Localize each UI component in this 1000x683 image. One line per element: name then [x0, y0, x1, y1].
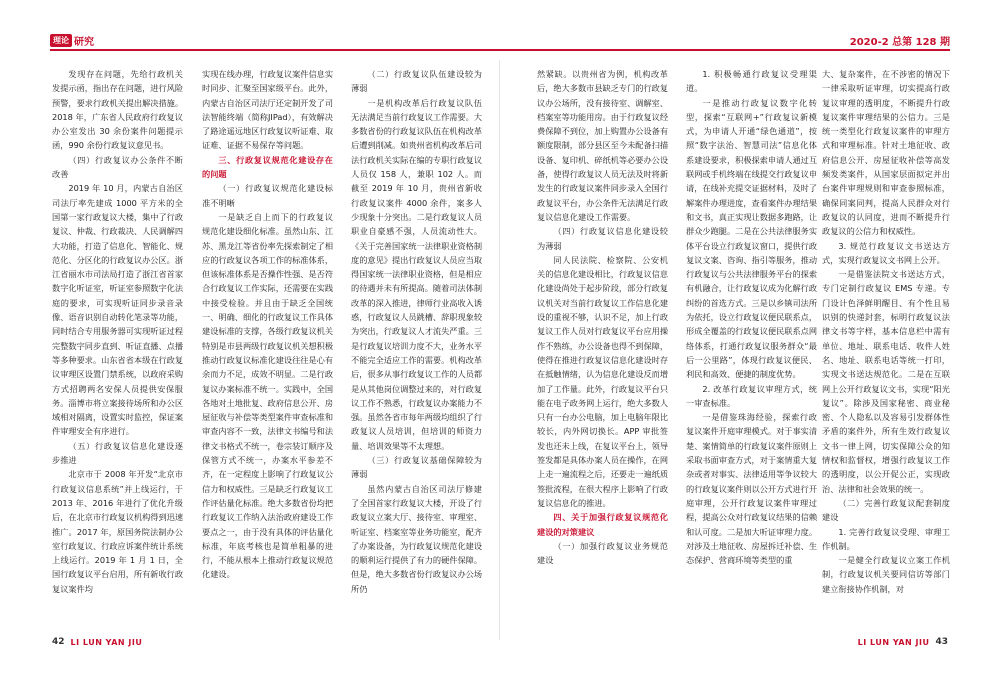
- paragraph: 一是借鉴法院文书送达方式，专门定制行政复议 EMS 专递。专门设计色泽鲜明醒目、有个性且易识别的快递封套，标明行政复议法律文书等字样，基本信息栏中需有单位、地址、联系电话、收件人姓名、地址、联系电话等统一打印，实现文书送达规范化。二是在互联网上公开行政复议文书，实现“阳光复议”。除涉及国家秘密、商业秘密、个人隐私以及容易引发群体性矛盾的案件外，所有生效行政复议文书一律上网，切实保障公众的知情权和监督权，增强行政复议工作的透明度，以公开促公正，实现政治、法律和社会效果的统一。: [822, 269, 950, 494]
- text-column-3: [351, 67, 482, 627]
- paragraph: 一是缺乏自上而下的行政复议规范化建设细化标准。虽然山东、江苏、黑龙江等省份率先探索制定了相应的行政复议各项工作的标准体系，但该标准体系是否操作性强、是否符合行政复议工作实际，还需要在实践中接受检验。并且由于缺乏全国统一、明确、细化的行政复议工作具体建设标准的支撑，各级行政复议机关特别是市县两级行政复议机关想积极推动行政复议标准化建设往往是心有余而力不足，成效不明显。二是行政复议办案标准不统一。实践中，全国各地对土地批复、政府信息公开、房屋征收与补偿等类型案件审查标准和审查内容不一致，法律文书编号和法律文书格式不统一，卷宗装订顺序及保管方式不统一，办案水平参差不齐，在一定程度上影响了行政复议公信力和权威性。三是缺乏行政复议工作评估量化标准。绝大多数省份均把行政复议工作纳入法治政府建设工作要点之一，由于没有具体的评估量化标准，年底考核也是简单粗暴的进行，不能从根本上推动行政复议规范化建设。: [202, 211, 333, 580]
- paragraph: 一是借鉴珠海经验，探索行政复议案件开庭审理模式。对于事实清楚、案情简单的行政复议案件原则上采取书面审查方式，对于案情重大复杂或者对事实、法律适用等争议较大的行政复议案件则以公开方式进行开庭审理，公开行政复议案件审理过程，提高公众对行政复议结果的信赖和认可度。二是加大听证审理力度。对涉及土地征收、房屋拆迁补偿、生态保护、营商环境等类型的重: [686, 412, 817, 566]
- left-footer: [52, 637, 142, 647]
- paragraph: 发现存在问题，先给行政机关发提示函，指出存在问题，进行风险预警，要求行政机关提出解决措施。2018 年，广东省人民政府行政复议办公室发出 30 余份案件问题提示函，990 余份行政复议意见书。: [52, 69, 183, 151]
- subheading: 1. 完善行政复议受理、审理工作机制。: [822, 526, 950, 551]
- right-page-number: 43: [935, 637, 948, 647]
- paragraph: 一是推动行政复议数字化转型，探索“互联网+”行政复议新模式，为申请人开通“绿色通道”，按照“数字法治、智慧司法”信息化体系建设要求，积极探索申请人通过互联网或手机终端在线提交行政复议申请，在线补充提交证据材料，及时了解案件办理进度，查看案件办理结果和文书，真正实现让数据多跑路，让群众少跑腿。二是在公共法律服务实体平台设立行政复议窗口，提供行政复议文案、咨询、指引等服务，推动行政复议与公共法律服务平台的探索有机融合，让行政复议成为化解行政纠纷的首选方式。三是以乡镇司法所为依托，设立行政复议便民联系点，形成全覆盖的行政复议便民联系点网络体系，打通行政复议服务群众“最后一公里路”，体现行政复议便民、利民和高效、便捷的制度优势。: [686, 97, 817, 380]
- section-name: 研究: [74, 37, 94, 48]
- subheading: （二）完善行政复议配套制度建设: [822, 497, 950, 523]
- right-footer: [858, 637, 948, 647]
- paragraph: 一是机构改革后行政复议队伍无法满足当前行政复议工作需要。大多数省份的行政复议队伍在机构改革后遭到削减。如贵州省机构改革后司法行政机关实际在编的专职行政复议人员仅 158 人，兼职 102 人。而截至 2019 年 10 月，贵州省新收行政复议案件 4000 余件，案多人少现象十分突出。二是行政复议人员职业自豪感不强，人员流动性大。《关于完善国家统一法律职业资格制度的意见》提出行政复议人员应当取得国家统一法律职业资格，但是相应的待遇并未有所提高。随着司法体制改革的深入推进，律师行业高收入诱惑，行政复议人员跳槽、辞职现象较为突出，行政复议人才流失严重。三是行政复议培训力度不大，业务水平不能完全适应工作的需要。机构改革后，很多从事行政复议工作的人员都是从其他岗位调整过来的，对行政复议工作不熟悉，行政复议办案能力不强。虽然各省市每年两级均组织了行政复议人员培训，但培训的师资力量、培训效果等不太理想。: [351, 97, 482, 451]
- subheading: （二）行政复议队伍建设较为薄弱: [351, 69, 482, 94]
- right-journal-name: LI LUN YAN JIU: [857, 637, 930, 647]
- text-column-2: [202, 67, 333, 627]
- issue-label: 2020-2 总第 128 期: [849, 37, 950, 48]
- paragraph: 2019 年 10 月，内蒙古自治区司法厅率先建成 1000 平方米的全国第一家行政复议大楼，集中了行政复议、仲裁、行政裁决、人民调解四大功能，打造了信息化、智能化、规范化、分区化的行政复议办公区。浙江省丽水市司法局打造了浙江省首家数字化听证室，听证室参照数字化法庭的要求，可实现听证同步录音录像、语音识别自动转化笔录等功能，同时结合专用服务器可实现听证过程完整数字同步直到、听证直播、点播等多种要求。山东省省本级在行政复议审理区设置门禁系统，以政府采购方式招聘两名安保人员提供安保服务。淄博市将立案接待场所和办公区域相对隔离，设置实时监控，保证案件审理安全有序进行。: [52, 183, 183, 437]
- subheading: （四）行政复议办公条件不断改善: [52, 154, 183, 180]
- paragraph: 虽然内蒙古自治区司法厅修建了全国首家行政复议大楼，开设了行政复议立案大厅、接待室、审理室、听证室、档案室等业务功能室，配齐了办案设备，为行政复议规范化建设的顺利运行提供了有力的硬件保障。但是，绝大多数省份行政复议办公场所仍: [351, 483, 482, 594]
- paragraph-continued: 然紧缺。以贵州省为例，机构改革后，绝大多数市县缺乏专门的行政复议办公场所，没有接待室、调解室、档案室等功能用房。由于行政复议经费保障不到位，加上购置办公设备有额度限制，部分县区至今未配备扫描设备、复印机、碎纸机等必要办公设备，使得行政复议人员无法及时将新发生的行政复议案件同步录入全国行政复议平台，办公条件无法满足行政复议信息化建设工作需要。: [537, 69, 668, 222]
- text-column-4: [537, 67, 668, 627]
- left-page-number: 42: [52, 637, 65, 647]
- text-column-1: [52, 67, 183, 627]
- journal-logo: 理论: [50, 34, 72, 47]
- subheading: （一）行政复议规范化建设标准不明晰: [202, 183, 333, 208]
- paragraph-continued: 大、复杂案件，在不涉密的情况下一律采取听证审理，切实提高行政复议审理的透明度，不断提升行政复议案件审理结果的公信力。三是统一类型化行政复议案件的审理方式和审理标准。针对土地征收、政府信息公开、房屋征收补偿等高发频发类案件，从国家层面拟定并出台案件审理规则和审查参照标准，确保同案同判，提高人民群众对行政复议的认同度，进而不断提升行政复议的公信力和权威性。: [822, 69, 950, 237]
- section-heading: 三、行政复议规范化建设存在的问题: [202, 154, 333, 180]
- subheading: 3. 规范行政复议文书送达方式，实现行政复议文书网上公开。: [822, 240, 950, 265]
- subheading: （三）行政复议基础保障较为薄弱: [351, 455, 482, 480]
- text-column-6: [822, 67, 950, 627]
- gutter-divider: [499, 60, 500, 640]
- paragraph: 一是健全行政复议立案工作机制，行政复议机关要同信访等部门建立衔接协作机制，对: [822, 555, 950, 594]
- subheading: （一）加强行政复议业务规范建设: [537, 540, 668, 566]
- subheading: 2. 改革行政复议审理方式，统一审查标准。: [686, 383, 817, 408]
- brand: [50, 33, 94, 48]
- paragraph-continued: 实现在线办理，行政复议案件信息实时同步、汇聚至国家级平台。此外，内蒙古自治区司法厅还定制开发了司法智能终端（简称JIPad），有效解决了路途遥远地区行政复议听证难、取证难、证据不易保存等问题。: [202, 69, 333, 151]
- subheading: （四）行政复议信息化建设较为薄弱: [537, 226, 668, 251]
- text-column-5: [686, 67, 817, 627]
- paragraph: 北京市于 2008 年开发“北京市行政复议信息系统”并上线运行，于 2013 年、2016 年进行了优化升级后，在北京市行政复议机构得到迅速推广。2017 年，原国务院法制办公室行政复议、行政应诉案件统计系统上线运行。2019 年 1 月 1 日，全国行政复议平台启用，所有新收行政复议案件均: [52, 469, 183, 594]
- subheading: 1. 积极畅通行政复议受理渠道。: [686, 69, 817, 94]
- section-heading: 四、关于加强行政复议规范化建设的对策建议: [537, 512, 668, 537]
- left-journal-name: LI LUN YAN JIU: [70, 637, 143, 647]
- subheading: （五）行政复议信息化建设逐步推进: [52, 440, 183, 466]
- page-header: [50, 30, 950, 51]
- paragraph: 同人民法院、检察院、公安机关的信息化建设相比，行政复议信息化建设尚处于起步阶段，部分行政复议机关对当前行政复议工作信息化建设的重视不够，认识不足，加上行政复议工作人员对行政复议平台应用操作不熟练，办公设备也得不到保障，使得在推进行政复议信息化建设时存在抵触情绪，认为信息化建设反而增加了工作量。此外，行政复议平台只能在电子政务网上运行，绝大多数人只有一台办公电脑，加上电脑年限比较长，内外网切换长。APP 审批签发也还未上线，在复议平台上，领导签发都是具体办案人员在操作，在网上走一遍流程之后，还要走一遍纸质签批流程，在很大程序上影响了行政复议信息化的推进。: [537, 254, 668, 508]
